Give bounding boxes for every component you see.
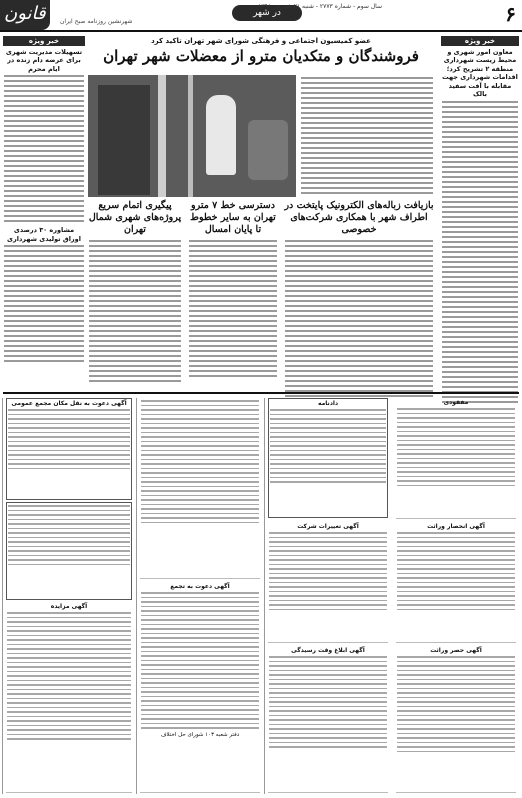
story-metro-line7-title: دسترسی خط ۷ مترو تهران به سایر خطوط تا پایان امسال [190, 200, 276, 235]
logo-text: قانون [4, 3, 46, 24]
lead-body [300, 77, 434, 197]
ads-column-4 [2, 398, 135, 794]
section-tab: در شهر [232, 5, 302, 21]
left-box-body [3, 75, 85, 222]
left-box-title: تسهیلات مدیریت شهری برای عرضه دام زنده در ایام محرم [5, 48, 83, 73]
right-box-body [441, 101, 519, 403]
right-sidebar [441, 36, 519, 406]
lead-kicker: عضو کمیسیون اجتماعی و فرهنگی شورای شهر تهران تاکید کرد [151, 37, 371, 45]
right-box-title: معاون امور شهری و محیط زیست شهرداری منطقه ۲ تشریح کرد؛ اقدامات شهرداری جهت مقابله با آفت سفید بالک [442, 48, 518, 99]
story-ewaste-title: بازیافت زباله‌های الکترونیک پایتخت در اطراف شهر با همکاری شرکت‌های خصوصی [284, 200, 434, 235]
left-sidebar [3, 36, 85, 365]
ads-column-2 [264, 398, 391, 794]
ads-column-1 [393, 398, 519, 794]
story-metro-line7 [188, 200, 278, 380]
story-north-tehran-title: پیگیری اتمام سریع پروژه‌های شهری شمال تهران [88, 200, 182, 235]
ads-column-3 [136, 398, 263, 794]
masthead-rule [0, 30, 522, 32]
story-row [88, 200, 434, 390]
ad-block: آگهی دعوت به تجمع دفتر شعبه ۱۰۳ شورای حل اختلاف [140, 582, 260, 793]
ad-block [6, 502, 132, 600]
tagline: شهرنشین روزنامه صبح ایران [60, 18, 133, 25]
ad-block: مفقودی [396, 398, 516, 519]
classified-ads [3, 392, 519, 796]
newspaper-logo [0, 0, 50, 30]
ad-block: آگهی حصر وراثت [396, 646, 516, 793]
ad-block: آگهی مزایده [6, 602, 132, 793]
ad-block: دادنامه [268, 398, 388, 518]
ad-block: آگهی تغییرات شرکت [268, 522, 388, 643]
ad-block: آگهی ابلاغ وقت رسیدگی [268, 646, 388, 793]
ad-block: آگهی انحصار وراثت [396, 522, 516, 643]
ad-block: آگهی دعوت به نقل مکان مجمع عمومی [6, 398, 132, 500]
right-box-header: خبر ویژه [441, 36, 519, 46]
dateline: سال سوم - شماره ۲۷۷۳ - شنبه ۲۱ شهریور ۱۳۹۸ [258, 3, 382, 10]
left-footer-title: مشاوره ۳۰ درصدی اوراق تولیدی شهرداری [7, 226, 81, 243]
lead-headline: فروشندگان و متکدیان مترو از معضلات شهر تهران [103, 47, 419, 65]
lead-story [88, 36, 434, 68]
story-north-tehran [88, 200, 182, 385]
masthead [0, 0, 522, 34]
page-number: ۶ [505, 2, 516, 26]
metro-photo [88, 75, 296, 197]
left-box-header: خبر ویژه [3, 36, 85, 46]
story-ewaste [284, 200, 434, 400]
ad-block [140, 398, 260, 579]
